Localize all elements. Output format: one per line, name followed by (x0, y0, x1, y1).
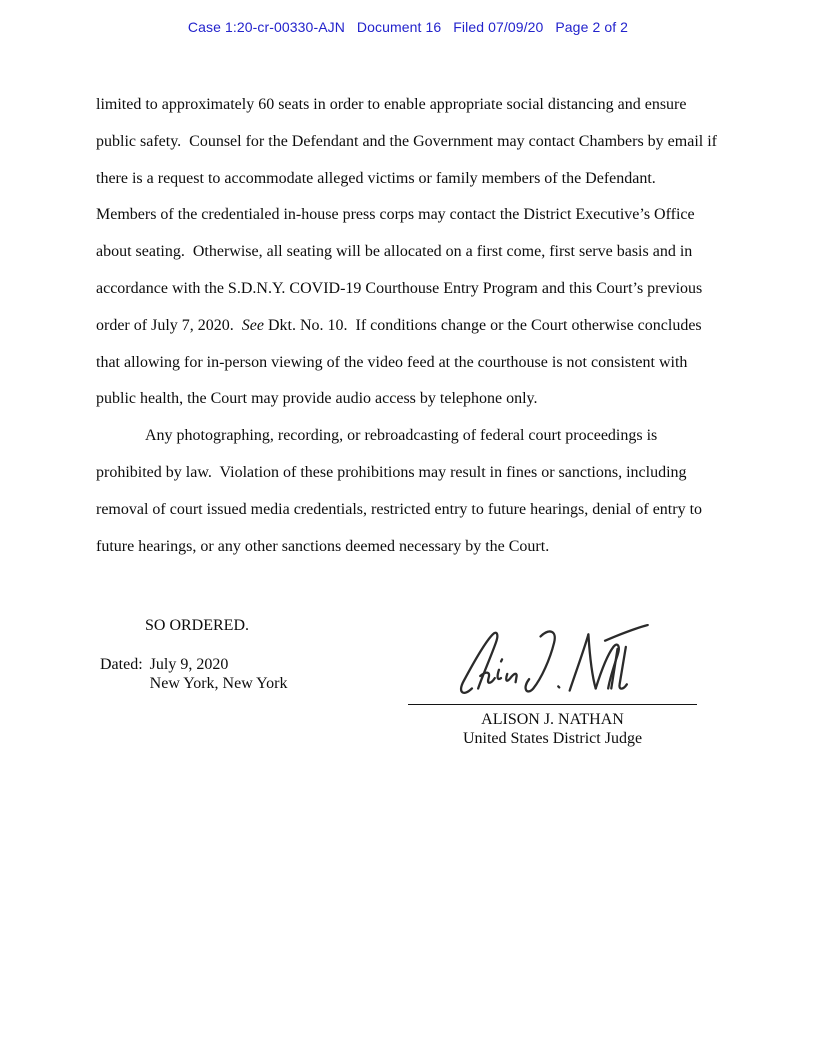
so-ordered-text: SO ORDERED. (145, 617, 250, 634)
body-line: public safety. Counsel for the Defendant and the Government may contact Chambers by email if (96, 132, 717, 150)
body-line: limited to approximately 60 seats in order to enable appropriate social distancing and ensure (96, 96, 687, 113)
dated-place: New York, New York (149, 675, 288, 692)
body-line: accordance with the S.D.N.Y. COVID-19 Courthouse Entry Program and this Court’s previous (96, 279, 703, 297)
body-line-citation (96, 308, 728, 345)
citation-see-italic: See (241, 316, 264, 334)
judge-signature-image (452, 624, 652, 702)
body-line: future hearings, or any other sanctions deemed necessary by the Court. (96, 537, 550, 555)
dated-block (100, 655, 287, 693)
citation-pre: order of July 7, 2020. (96, 316, 242, 334)
order-body (96, 87, 728, 565)
body-line: removal of court issued media credentials, restricted entry to future hearings, denial of entry to (96, 500, 703, 518)
signature-rule-line (408, 704, 697, 705)
ecf-case-stamp: Case 1:20-cr-00330-AJN Document 16 Filed 07/09/20 Page 2 of 2 (187, 19, 629, 35)
body-line: about seating. Otherwise, all seating will be allocated on a first come, first serve basis and in (96, 243, 693, 261)
body-line: that allowing for in-person viewing of the video feed at the courthouse is not consistent with (96, 353, 688, 371)
body-line-paragraph-start: Any photographing, recording, or rebroadcasting of federal court proceedings is (145, 427, 658, 445)
citation-post: Dkt. No. 10. If conditions change or the Court otherwise concludes (263, 316, 702, 334)
body-line: public health, the Court may provide audio access by telephone only. (96, 390, 538, 408)
dated-date: July 9, 2020 (149, 656, 229, 673)
body-line: Members of the credentialed in-house press corps may contact the District Executive’s Office (96, 206, 695, 224)
dated-label: Dated: (100, 656, 143, 673)
judge-name: ALISON J. NATHAN (481, 711, 624, 728)
judge-title: United States District Judge (462, 730, 643, 747)
body-line: prohibited by law. Violation of these prohibitions may result in fines or sanctions, including (96, 463, 687, 481)
body-line: there is a request to accommodate alleged victims or family members of the Defendant. (96, 169, 656, 187)
dated-lines (150, 655, 288, 693)
